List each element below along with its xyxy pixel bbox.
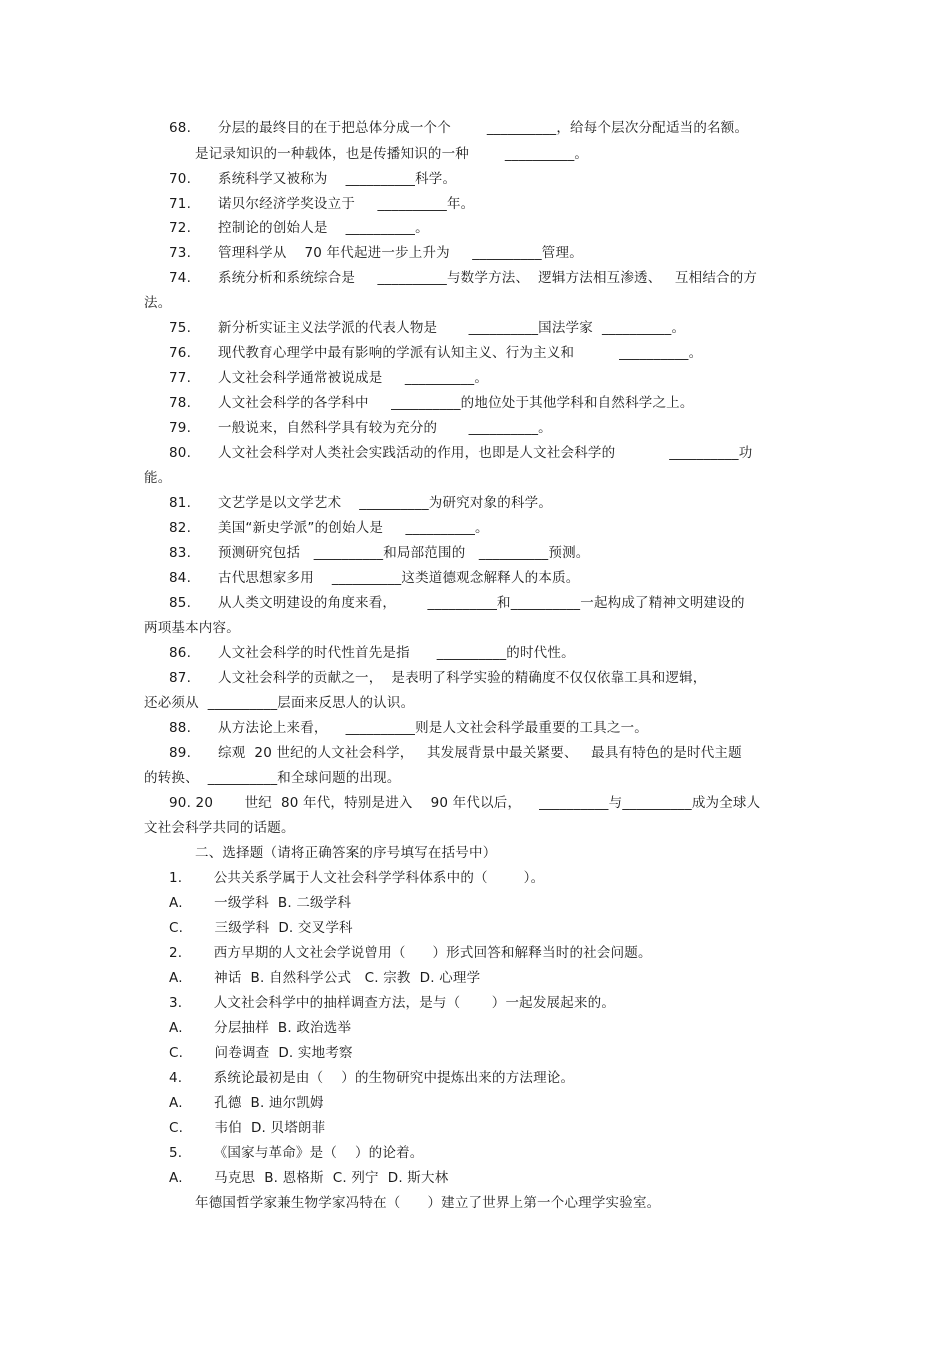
question-line: 5. 《国家与革命》是（ ）的论着。 [169,1145,424,1161]
text-line: 文社会科学共同的话题。 [144,820,295,836]
question-line: 年德国哲学家兼生物学家冯特在（ ）建立了世界上第一个心理学实验室。 [195,1195,661,1211]
text-line: 80. 人文社会科学对人类社会实践活动的作用，也即是人文社会科学的 __________功 [169,445,753,461]
text-line: 72. 控制论的创始人是 __________。 [169,220,429,236]
text-line: 还必须从 __________层面来反思人的认识。 [144,695,415,711]
question-line: 4. 系统论最初是由（ ）的生物研究中提炼出来的方法理论。 [169,1070,575,1086]
section-heading: 二、选择题（请将正确答案的序号填写在括号中） [195,845,497,861]
option-line: C. 韦伯 D. 贝塔朗菲 [169,1120,326,1136]
text-line: 89. 综观 20 世纪的人文社会科学， 其发展背景中最关紧要、 最具有特色的是时代主题 [169,745,742,761]
option-line: A. 马克思 B. 恩格斯 C. 列宁 D. 斯大林 [169,1170,449,1186]
text-line: 76. 现代教育心理学中最有影响的学派有认知主义、行为主义和 __________。 [169,345,703,361]
text-line: 是记录知识的一种载体，也是传播知识的一种 __________。 [195,146,589,162]
text-line: 84. 古代思想家多用 __________这类道德观念解释人的本质。 [169,570,580,586]
text-line: 75. 新分析实证主义法学派的代表人物是 __________国法学家 __________。 [169,320,686,336]
question-line: 1. 公共关系学属于人文社会科学学科体系中的（ ）。 [169,870,545,886]
text-line: 68. 分层的最终目的在于把总体分成一个个 __________，给每个层次分配适当的名额。 [169,120,749,136]
text-line: 77. 人文社会科学通常被说成是 __________。 [169,370,489,386]
option-line: A. 分层抽样 B. 政治选举 [169,1020,352,1036]
option-line: A. 神话 B. 自然科学公式 C. 宗教 D. 心理学 [169,970,481,986]
text-line: 法。 [144,295,172,311]
text-line: 82. 美国“新史学派”的创始人是 __________。 [169,520,489,536]
option-line: C. 三级学科 D. 交叉学科 [169,920,353,936]
option-line: A. 孔德 B. 迪尔凯姆 [169,1095,324,1111]
text-line: 73. 管理科学从 70 年代起进一步上升为 __________管理。 [169,245,583,261]
option-line: A. 一级学科 B. 二级学科 [169,895,352,911]
option-line: C. 问卷调查 D. 实地考察 [169,1045,353,1061]
text-line: 74. 系统分析和系统综合是 __________与数学方法、 逻辑方法相互渗透、 互相结合的方 [169,270,758,286]
text-line: 70. 系统科学又被称为 __________科学。 [169,171,457,187]
text-line: 71. 诺贝尔经济学奖设立于 __________年。 [169,196,475,212]
text-line: 86. 人文社会科学的时代性首先是指 __________的时代性。 [169,645,575,661]
text-line: 两项基本内容。 [144,620,240,636]
text-line: 87. 人文社会科学的贡献之一， 是表明了科学实验的精确度不仅仅依靠工具和逻辑， [169,670,707,686]
question-line: 3. 人文社会科学中的抽样调查方法，是与（ ）一起发展起来的。 [169,995,616,1011]
text-line: 81. 文艺学是以文学艺术 __________为研究对象的科学。 [169,495,553,511]
text-line: 78. 人文社会科学的各学科中 __________的地位处于其他学科和自然科学之上。 [169,395,694,411]
text-line: 的转换、 __________和全球问题的出现。 [144,770,401,786]
text-line: 88. 从方法论上来看， __________则是人文社会科学最重要的工具之一。 [169,720,648,736]
text-line: 83. 预测研究包括 __________和局部范围的 __________预测。 [169,545,590,561]
text-line: 85. 从人类文明建设的角度来看， __________和__________一起构成了精神文明建设的 [169,595,745,611]
text-line: 90. 20 世纪 80 年代，特别是进入 90 年代以后， __________与__________成为全球人 [169,795,761,811]
text-line: 能。 [144,470,172,486]
question-line: 2. 西方早期的人文社会学说曾用（ ）形式回答和解释当时的社会问题。 [169,945,652,961]
text-line: 79. 一般说来，自然科学具有较为充分的 __________。 [169,420,552,436]
